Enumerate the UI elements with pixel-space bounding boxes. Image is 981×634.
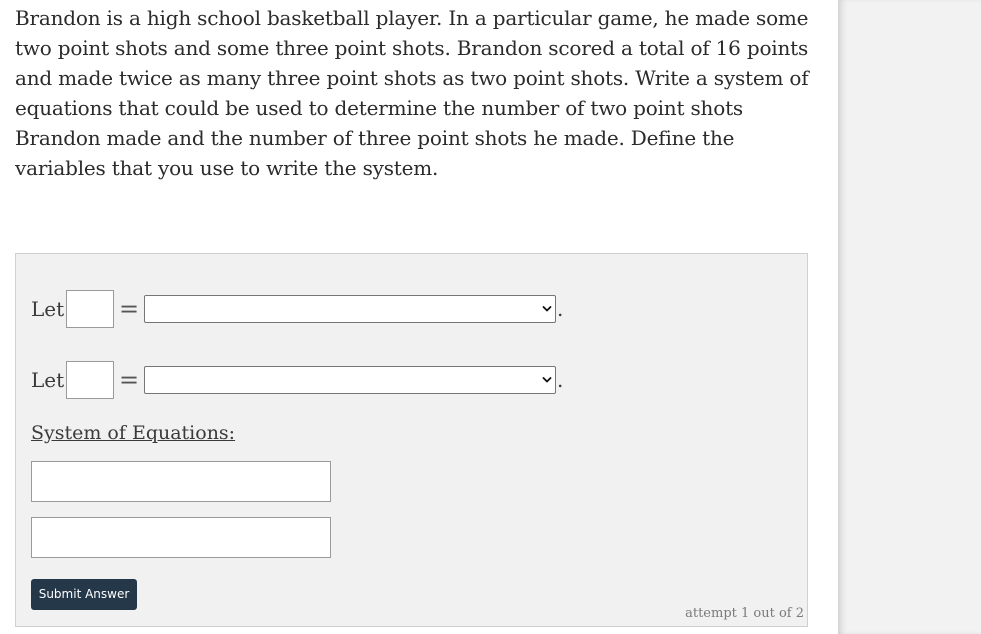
question-text: Brandon is a high school basketball player. In a particular game, he made some two point shots and some three point shots. Brandon scored a total of 16 points and made twice as many three point shots as two point shots. Write a system of equations that could be used to determine the number of two point shots Brandon made and the number of three point shots he made. Define the variables that you use to write the system. [15,6,809,180]
side-panel [838,0,981,634]
let-label: Let [31,297,65,321]
chevron-down-icon [542,302,552,316]
equals-sign: = [118,295,140,323]
variable-input-2[interactable] [66,361,114,399]
variable-input-1[interactable] [66,290,114,328]
period: . [557,297,564,321]
submit-answer-button[interactable]: Submit Answer [31,579,137,610]
equals-sign: = [118,366,140,394]
attempt-counter: attempt 1 out of 2 [685,606,804,621]
period: . [557,368,564,392]
equation-input-2[interactable] [31,517,331,558]
let-row-1 [31,289,563,329]
definition-select-1[interactable] [144,295,556,323]
let-row-2 [31,360,563,400]
answer-box [15,253,808,627]
equation-input-1[interactable] [31,461,331,502]
system-of-equations-label: System of Equations: [31,422,236,444]
chevron-down-icon [542,373,552,387]
definition-select-2[interactable] [144,366,556,394]
let-label: Let [31,368,65,392]
